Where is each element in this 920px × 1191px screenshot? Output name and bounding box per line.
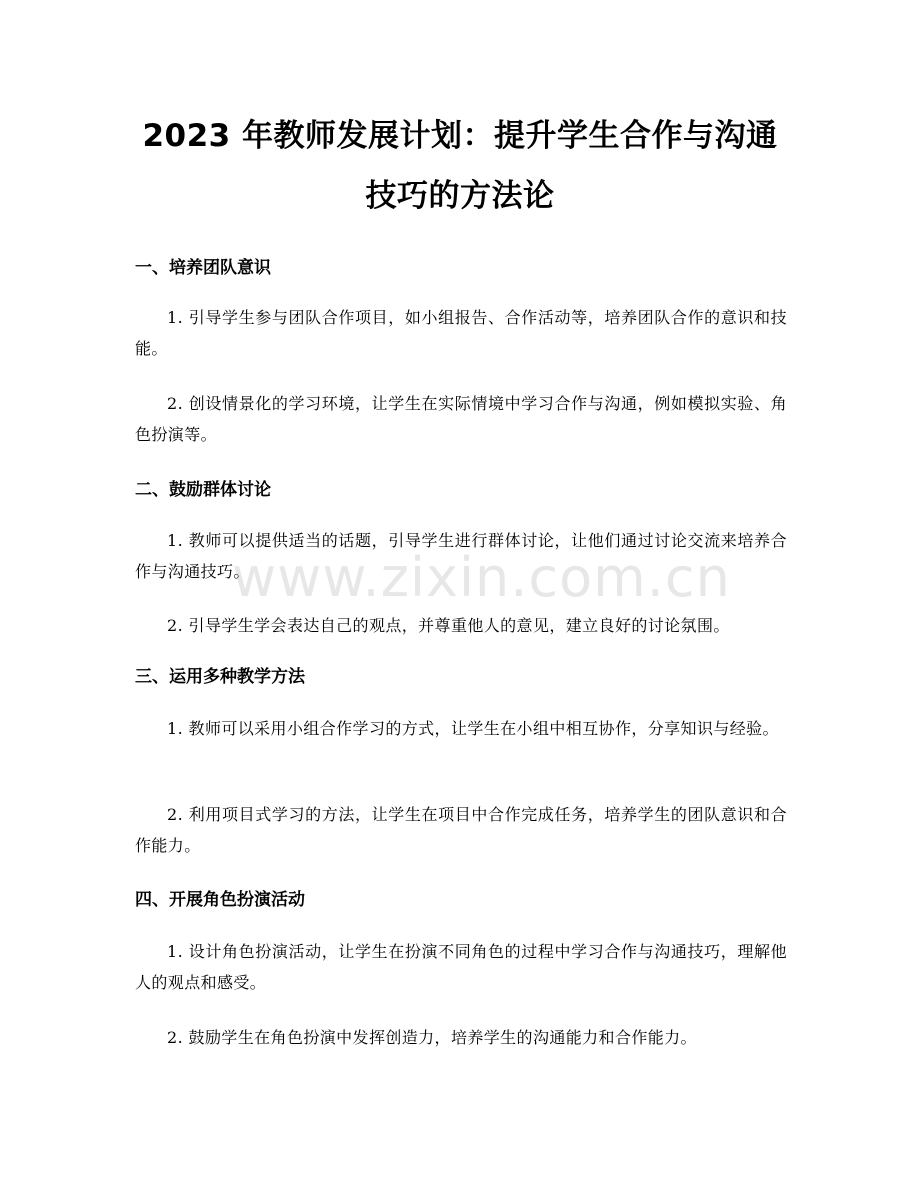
- document-title: [100, 106, 820, 226]
- section-2-paragraph-2: 2. 引导学生学会表达自己的观点，并尊重他人的意见，建立良好的讨论氛围。: [167, 616, 730, 635]
- section-heading-4: 四、开展角色扮演活动: [135, 890, 305, 910]
- title-line-2: 技巧的方法论: [365, 178, 555, 214]
- section-heading-2: 二、鼓励群体讨论: [135, 480, 271, 500]
- section-heading-1: 一、培养团队意识: [135, 258, 271, 278]
- section-1-paragraph-2: 2. 创设情景化的学习环境，让学生在实际情境中学习合作与沟通，例如模拟实验、角色扮演等。: [135, 394, 787, 444]
- section-2-paragraph-1: 1. 教师可以提供适当的话题，引导学生进行群体讨论，让他们通过讨论交流来培养合作与沟通技巧。: [135, 531, 787, 581]
- section-4-paragraph-2: 2. 鼓励学生在角色扮演中发挥创造力，培养学生的沟通能力和合作能力。: [167, 1028, 697, 1047]
- section-3-paragraph-2: 2. 利用项目式学习的方法，让学生在项目中合作完成任务，培养学生的团队意识和合作能力。: [135, 805, 787, 855]
- section-4-paragraph-1: 1. 设计角色扮演活动，让学生在扮演不同角色的过程中学习合作与沟通技巧，理解他人的观点和感受。: [135, 942, 787, 992]
- section-1-paragraph-1: 1. 引导学生参与团队合作项目，如小组报告、合作活动等，培养团队合作的意识和技能。: [135, 308, 787, 358]
- section-heading-3: 三、运用多种教学方法: [135, 667, 305, 687]
- watermark: www.zixin.com.cn: [232, 546, 731, 609]
- title-line-1: 2023 年教师发展计划：提升学生合作与沟通: [142, 118, 778, 154]
- section-3-paragraph-1: 1. 教师可以采用小组合作学习的方式，让学生在小组中相互协作，分享知识与经验。: [167, 719, 779, 738]
